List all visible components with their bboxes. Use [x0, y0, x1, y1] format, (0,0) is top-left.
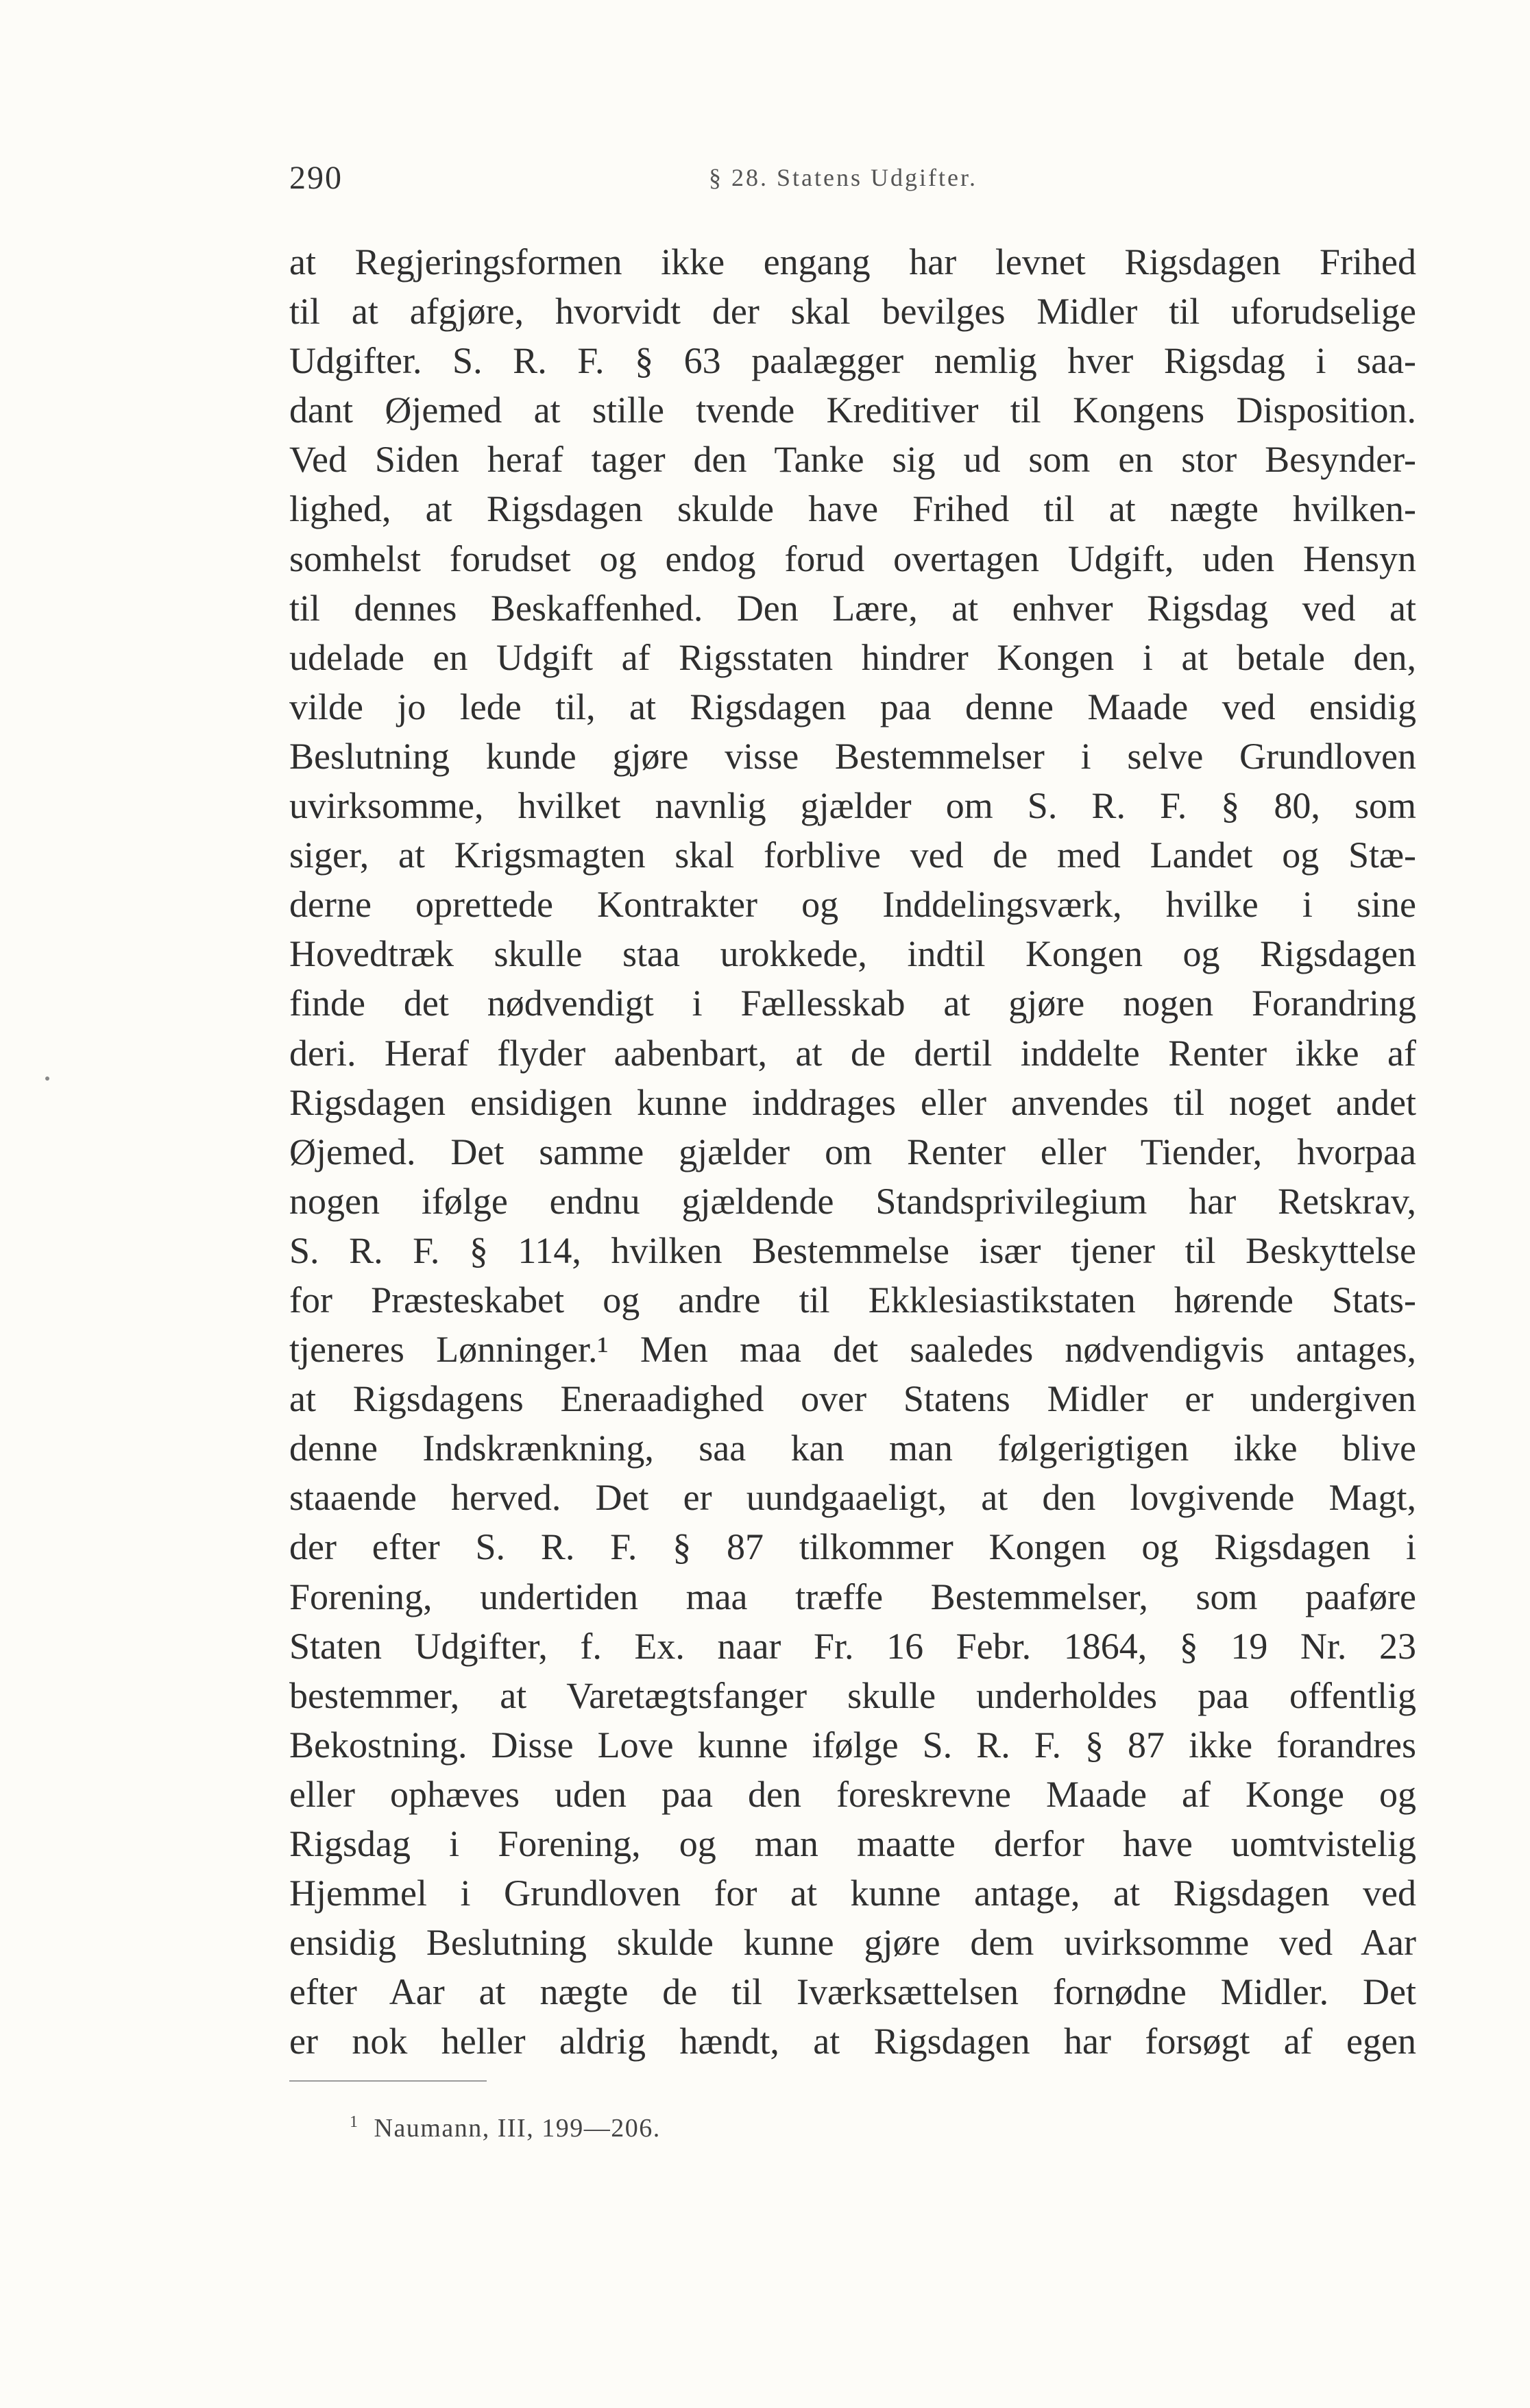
page-number: 290: [289, 160, 343, 196]
text-line: til dennes Beskaffenhed. Den Lære, at enhver Rigsdag ved at: [289, 587, 1416, 629]
text-line: derne oprettede Kontrakter og Inddelingsværk, hvilke i sine: [289, 884, 1416, 926]
text-line: lighed, at Rigsdagen skulde have Frihed til at nægte hvilken-: [289, 488, 1416, 530]
text-line: for Præsteskabet og andre til Ekklesiastikstaten hørende Stats-: [289, 1279, 1416, 1321]
text-line: Udgifter. S. R. F. § 63 paalægger nemlig hver Rigsdag i saa-: [289, 340, 1416, 382]
running-head: § 28. Statens Udgifter.: [709, 164, 977, 191]
page-header: [289, 159, 1516, 200]
body-text: [289, 237, 1416, 2066]
text-line: efter Aar at nægte de til Iværksættelsen fornødne Midler. Det: [289, 1971, 1416, 2013]
text-line: somhelst forudset og endog forud overtagen Udgift, uden Hensyn: [289, 538, 1416, 579]
footnote-mark: 1: [350, 2113, 359, 2132]
text-line: siger, at Krigsmagten skal forblive ved de med Landet og Stæ-: [289, 834, 1416, 876]
footnote-rule: [289, 2080, 487, 2082]
footnote: [350, 2113, 661, 2143]
text-line: Forening, undertiden maa træffe Bestemmelser, som paaføre: [289, 1576, 1416, 1617]
margin-speck: [45, 1076, 49, 1081]
text-line: Rigsdag i Forening, og man maatte derfor have uomtvistelig: [289, 1823, 1416, 1864]
text-line: finde det nødvendigt i Fællesskab at gjøre nogen Forandring: [289, 983, 1416, 1024]
text-line: Hovedtræk skulle staa urokkede, indtil Kongen og Rigsdagen: [289, 933, 1416, 975]
text-line: udelade en Udgift af Rigsstaten hindrer Kongen i at betale den,: [289, 636, 1416, 678]
text-line: til at afgjøre, hvorvidt der skal bevilges Midler til uforudselige: [289, 291, 1416, 333]
text-line: deri. Heraf flyder aabenbart, at de dertil inddelte Renter ikke af: [289, 1032, 1416, 1074]
text-line: S. R. F. § 114, hvilken Bestemmelse især tjener til Beskyttelse: [289, 1229, 1416, 1271]
text-line: dant Øjemed at stille tvende Kreditiver til Kongens Disposition.: [289, 389, 1416, 431]
text-line: Øjemed. Det samme gjælder om Renter eller Tiender, hvorpaa: [289, 1131, 1416, 1172]
text-line: er nok heller aldrig hændt, at Rigsdagen har forsøgt af egen: [289, 2021, 1416, 2062]
text-line: tjeneres Lønninger.¹ Men maa det saaledes nødvendigvis antages,: [289, 1329, 1416, 1371]
text-line: ensidig Beslutning skulde kunne gjøre dem uvirksomme ved Aar: [289, 1922, 1416, 1964]
text-line: vilde jo lede til, at Rigsdagen paa denne Maade ved ensidig: [289, 686, 1416, 727]
text-line: Ved Siden heraf tager den Tanke sig ud som en stor Besynder-: [289, 439, 1416, 481]
text-line: Hjemmel i Grundloven for at kunne antage, at Rigsdagen ved: [289, 1873, 1416, 1914]
text-line: at Regjeringsformen ikke engang har levnet Rigsdagen Frihed: [289, 241, 1416, 282]
text-line: Bekostning. Disse Love kunne ifølge S. R. F. § 87 ikke forandres: [289, 1724, 1416, 1766]
text-line: der efter S. R. F. § 87 tilkommer Kongen og Rigsdagen i: [289, 1526, 1416, 1568]
text-line: Staten Udgifter, f. Ex. naar Fr. 16 Febr. 1864, § 19 Nr. 23: [289, 1625, 1416, 1667]
text-line: nogen ifølge endnu gjældende Standsprivilegium har Retskrav,: [289, 1180, 1416, 1222]
text-line: uvirksomme, hvilket navnlig gjælder om S. R. F. § 80, som: [289, 785, 1416, 827]
text-line: bestemmer, at Varetægtsfanger skulle underholdes paa offentlig: [289, 1674, 1416, 1716]
footnote-text: Naumann, III, 199—206.: [374, 2114, 661, 2143]
text-line: eller ophæves uden paa den foreskrevne Maade af Konge og: [289, 1773, 1416, 1815]
text-line: Beslutning kunde gjøre visse Bestemmelser i selve Grundloven: [289, 735, 1416, 777]
text-line: Rigsdagen ensidigen kunne inddrages eller anvendes til noget andet: [289, 1081, 1416, 1123]
text-line: at Rigsdagens Eneraadighed over Statens Midler er undergiven: [289, 1378, 1416, 1420]
text-line: denne Indskrænkning, saa kan man følgerigtigen ikke blive: [289, 1428, 1416, 1469]
text-line: staaende herved. Det er uundgaaeligt, at den lovgivende Magt,: [289, 1477, 1416, 1519]
